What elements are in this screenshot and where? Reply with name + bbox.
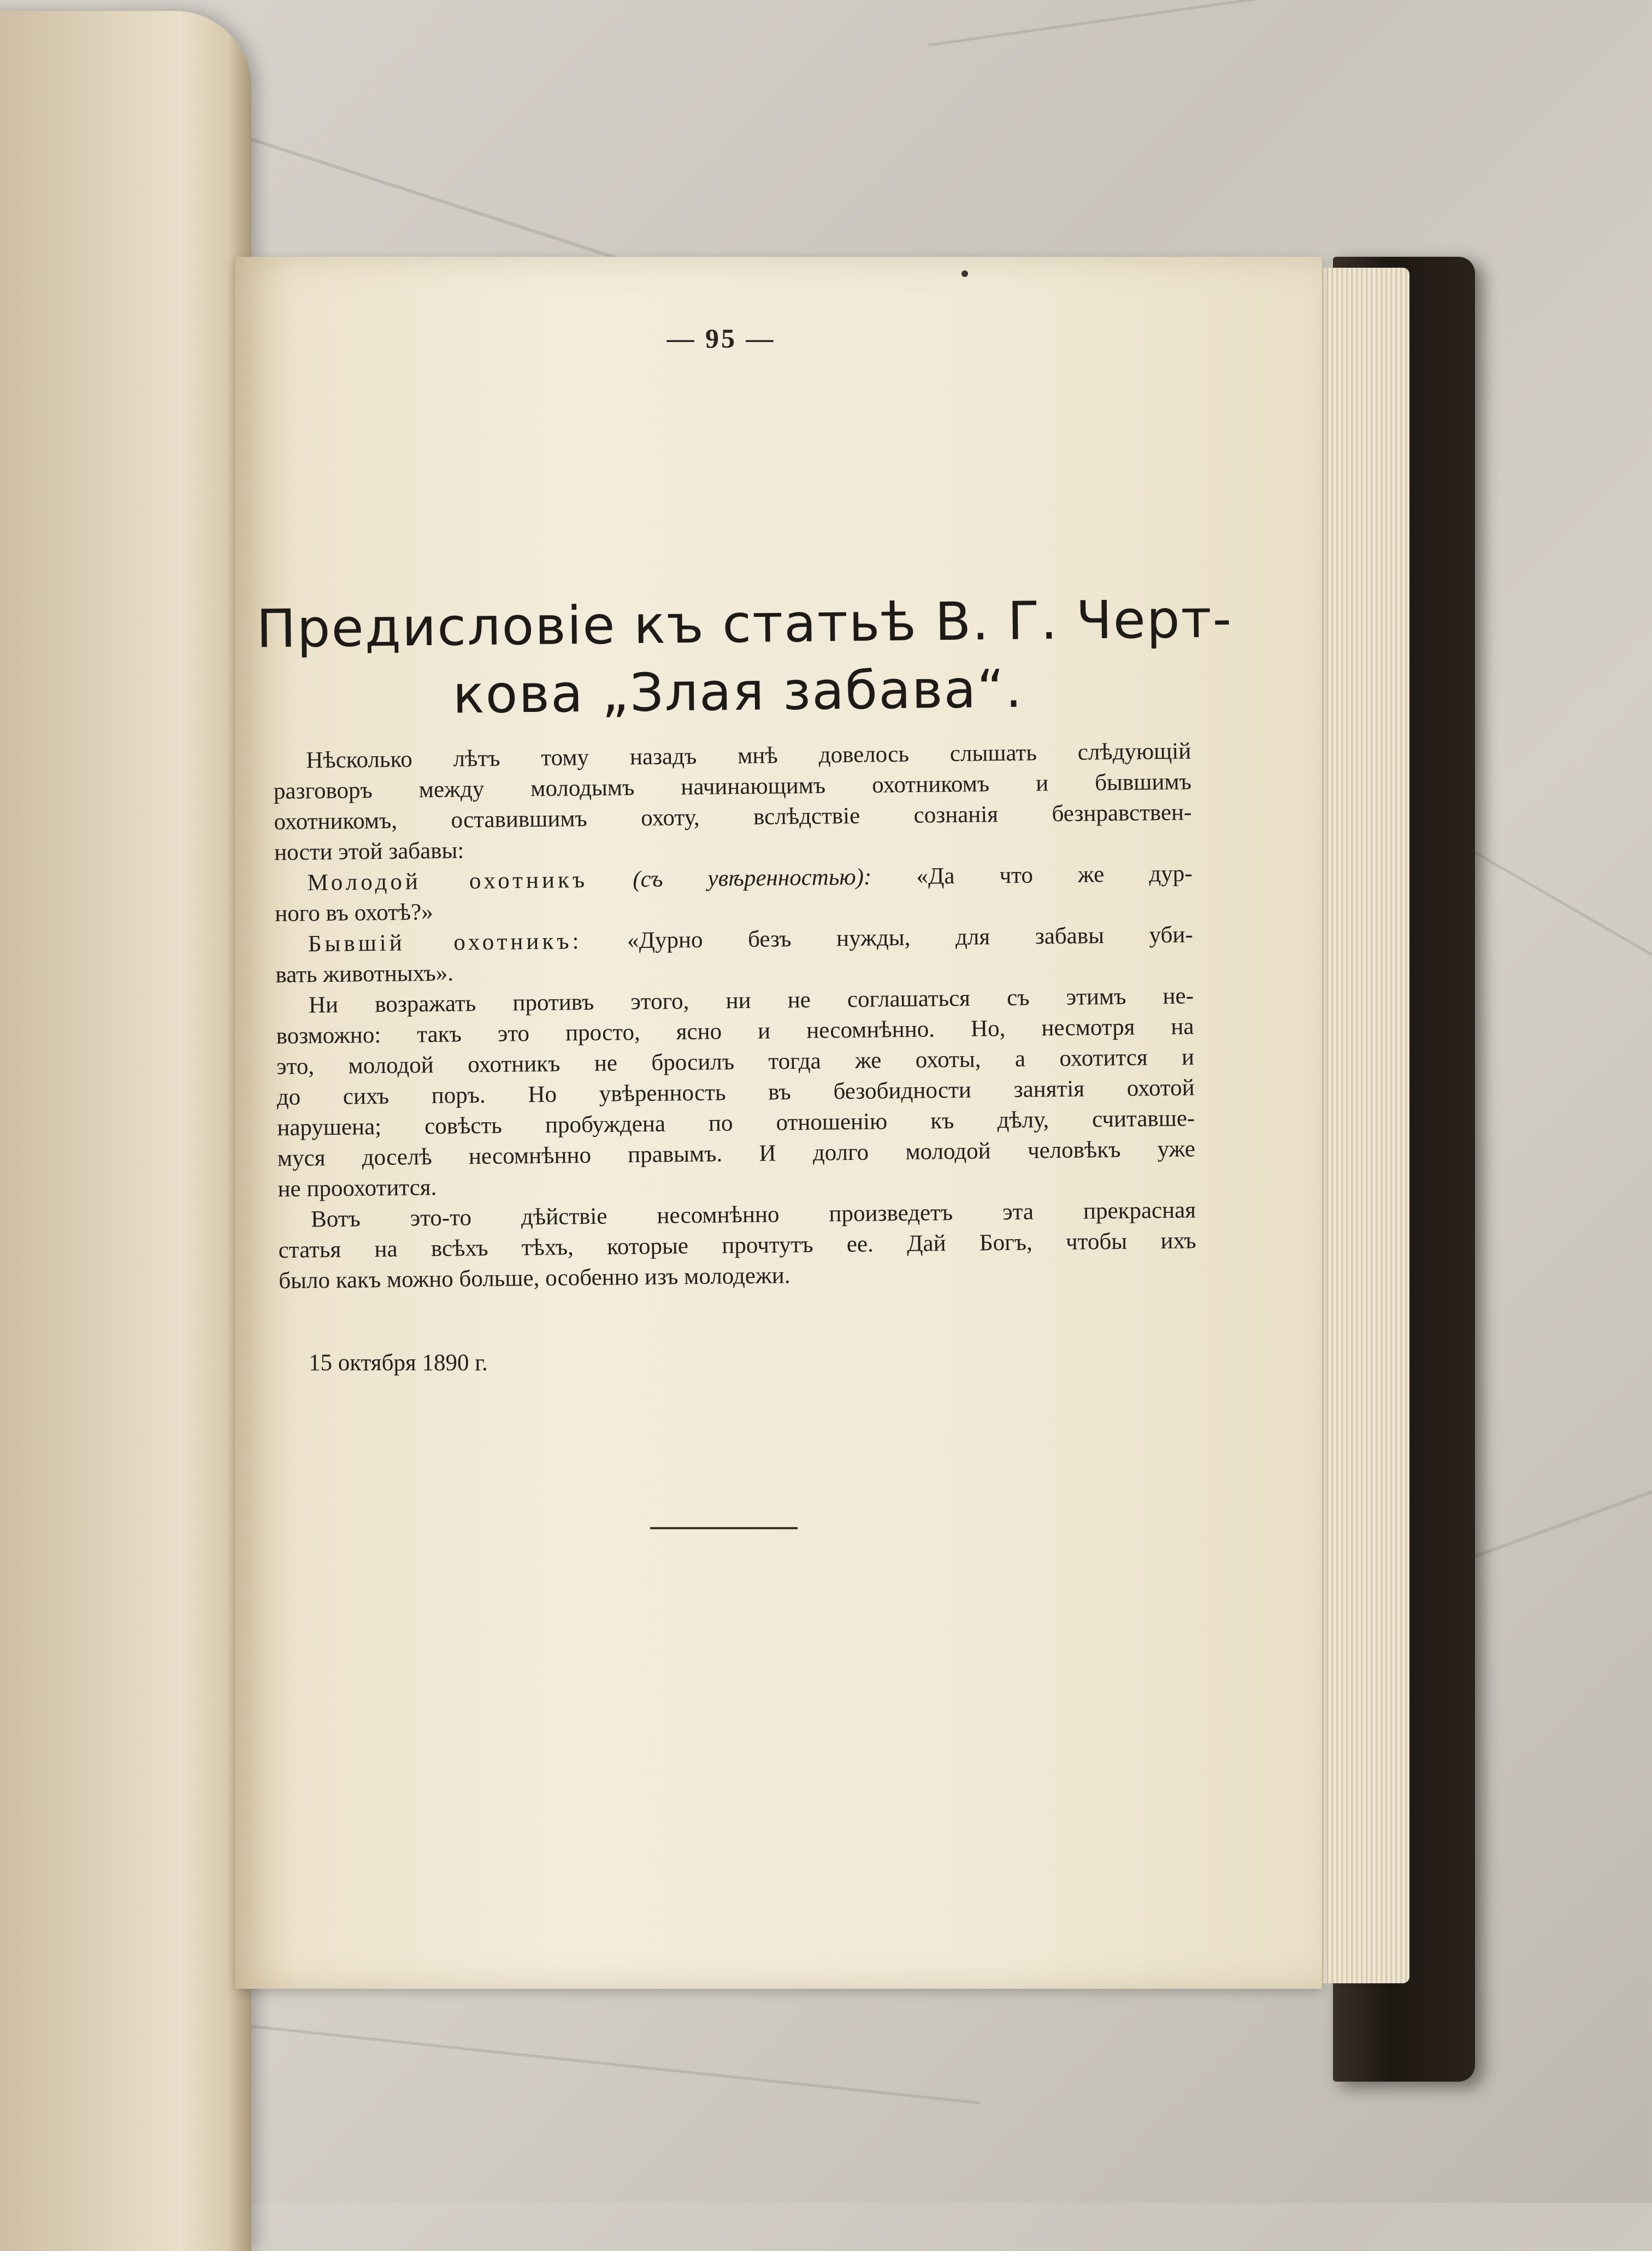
- text-line: Вотъ это-то дѣйствіе несомнѣнно произведетъ эта прекрасная: [310, 1197, 1196, 1233]
- date-line: 15 октября 1890 г.: [309, 1350, 488, 1376]
- text-line: было какъ можно больше, особенно изъ молодежи.: [279, 1263, 790, 1294]
- text-line: Ни возражать противъ этого, ни не соглашаться съ этимъ не-: [308, 983, 1194, 1018]
- ink-dot: [961, 270, 968, 277]
- text-line: статья на всѣхъ тѣхъ, которые прочтутъ ее. Дай Богъ, чтобы ихъ: [278, 1228, 1196, 1263]
- text-line: Нѣсколько лѣтъ тому назадъ мнѣ довелось слышать слѣдующій: [306, 738, 1191, 774]
- title-line-1: Предисловіе къ статьѣ В. Г. Черт-: [256, 588, 1233, 660]
- text-line: это, молодой охотникъ не бросилъ тогда же охоты, а охотится и: [276, 1044, 1195, 1080]
- text-line: ного въ охотѣ?»: [274, 899, 433, 927]
- text-line: охотникомъ, оставившимъ охоту, вслѣдствіе сознанія безнравствен-: [274, 799, 1192, 835]
- speaker-note: (съ увѣренностью):: [633, 864, 872, 893]
- facing-page: [0, 11, 251, 2251]
- speech-text: «Дурно безъ нужды, для забавы уби-: [627, 922, 1193, 954]
- end-rule: [650, 1527, 798, 1529]
- title-line-2: кова „Злая забава“.: [452, 658, 1024, 726]
- text-line: муся доселѣ несомнѣнно правымъ. И долго молодой человѣкъ уже: [277, 1136, 1196, 1171]
- page-title: [256, 585, 1233, 730]
- text-line: нарушена; совѣсть пробуждена по отношенію къ дѣлу, считавше-: [277, 1105, 1195, 1141]
- text-line: не проохотится.: [278, 1174, 437, 1202]
- page-number: — 95 —: [666, 323, 776, 353]
- text-line: разговоръ между молодымъ начинающимъ охотникомъ и бывшимъ: [273, 769, 1192, 804]
- body-text: [273, 736, 1196, 1297]
- text-line: вать животныхъ».: [275, 960, 454, 988]
- text-line: возможно: такъ это просто, ясно и несомнѣнно. Но, несмотря на: [276, 1013, 1194, 1049]
- text-line: ности этой забавы:: [274, 838, 464, 865]
- speaker-young: Молодой охотникъ: [307, 867, 588, 896]
- speaker-former: Бывшій охотникъ:: [308, 928, 582, 957]
- speech-text: «Да что же дур-: [916, 861, 1193, 889]
- text-line: до сихъ поръ. Но увѣренность въ безобидности занятія охотой: [276, 1075, 1195, 1110]
